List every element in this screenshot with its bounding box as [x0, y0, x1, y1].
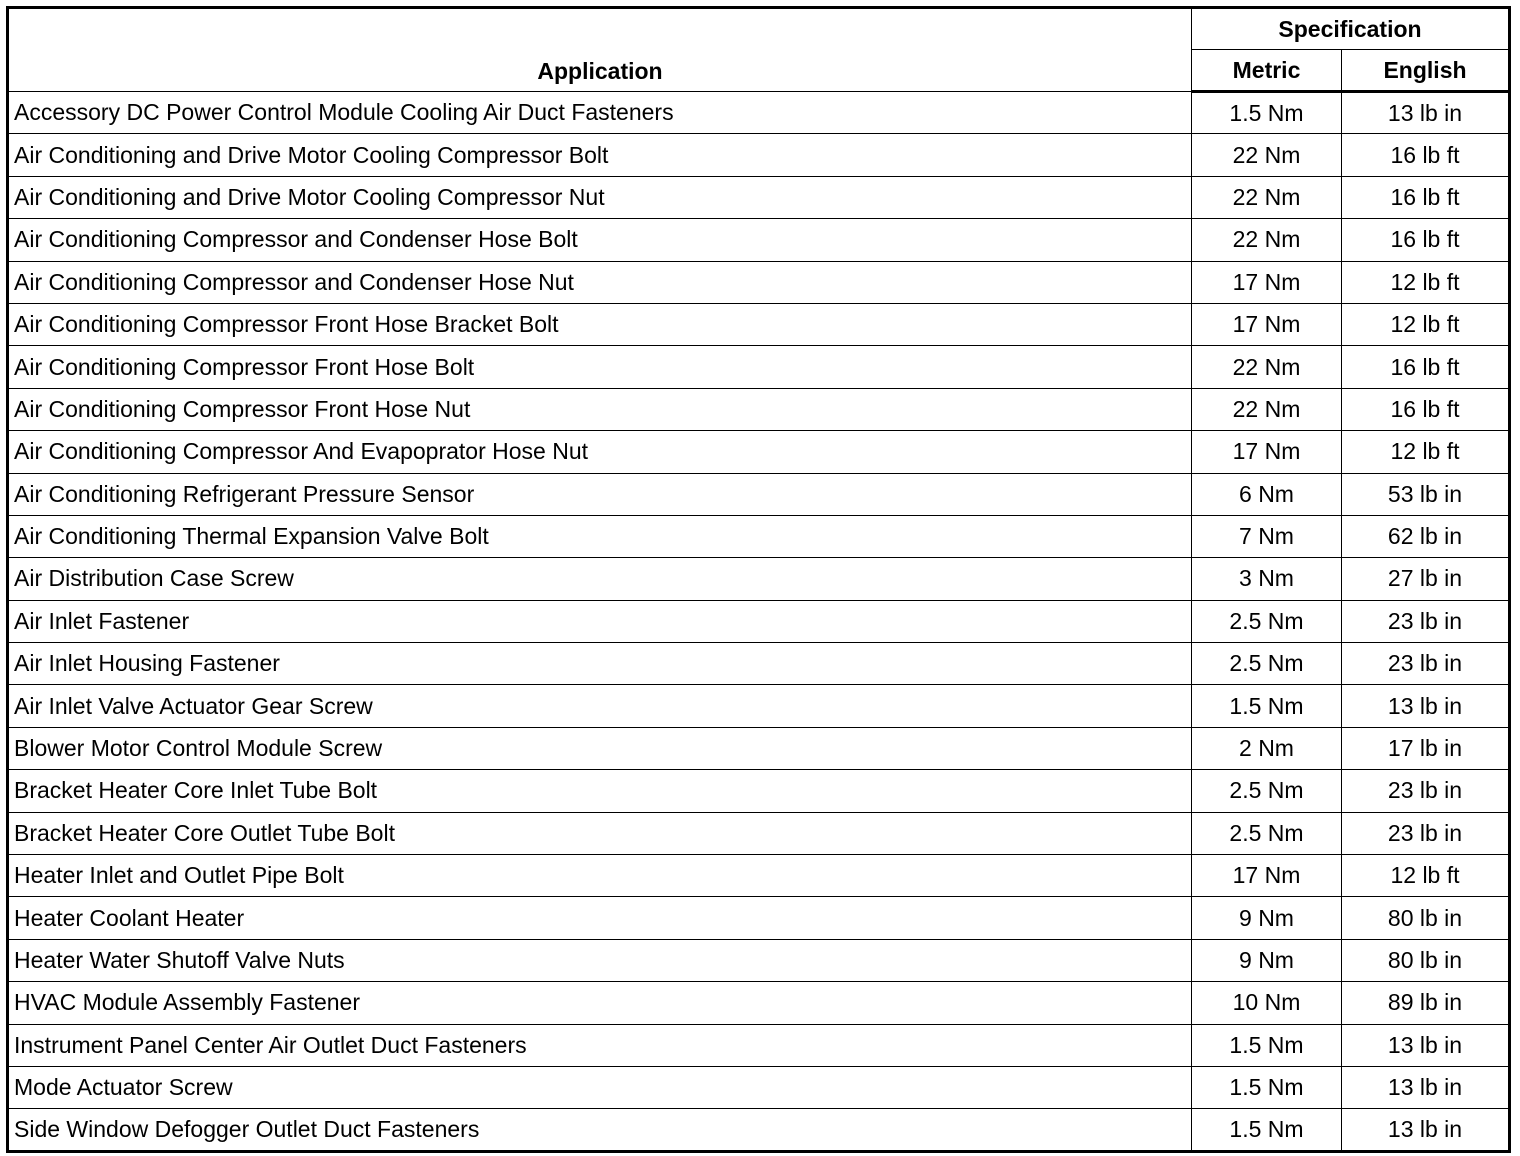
application-cell: Air Distribution Case Screw	[8, 558, 1192, 600]
english-cell: 12 lb ft	[1342, 855, 1510, 897]
table-row	[8, 1066, 1510, 1108]
metric-cell: 22 Nm	[1192, 134, 1342, 176]
metric-cell: 9 Nm	[1192, 939, 1342, 981]
english-cell: 80 lb in	[1342, 939, 1510, 981]
application-cell: Air Inlet Valve Actuator Gear Screw	[8, 685, 1192, 727]
table-row	[8, 643, 1510, 685]
metric-cell: 2.5 Nm	[1192, 812, 1342, 854]
metric-cell: 1.5 Nm	[1192, 685, 1342, 727]
table-row	[8, 515, 1510, 557]
table-row	[8, 176, 1510, 218]
torque-spec-table	[6, 6, 1511, 1153]
table-row	[8, 303, 1510, 345]
table-row	[8, 812, 1510, 854]
english-cell: 27 lb in	[1342, 558, 1510, 600]
metric-cell: 22 Nm	[1192, 346, 1342, 388]
metric-cell: 17 Nm	[1192, 303, 1342, 345]
table-row	[8, 685, 1510, 727]
application-cell: Air Conditioning Compressor Front Hose Bracket Bolt	[8, 303, 1192, 345]
table-row	[8, 134, 1510, 176]
specification-header: Specification	[1192, 8, 1510, 50]
metric-cell: 17 Nm	[1192, 431, 1342, 473]
english-cell: 13 lb in	[1342, 1024, 1510, 1066]
metric-cell: 3 Nm	[1192, 558, 1342, 600]
table-row	[8, 346, 1510, 388]
table-row	[8, 219, 1510, 261]
application-cell: HVAC Module Assembly Fastener	[8, 982, 1192, 1024]
table-row	[8, 897, 1510, 939]
application-cell: Air Conditioning Compressor and Condenser Hose Bolt	[8, 219, 1192, 261]
english-cell: 17 lb in	[1342, 727, 1510, 769]
english-cell: 13 lb in	[1342, 1109, 1510, 1151]
table-row	[8, 1109, 1510, 1151]
metric-cell: 22 Nm	[1192, 388, 1342, 430]
metric-header: Metric	[1192, 50, 1342, 92]
metric-cell: 1.5 Nm	[1192, 1024, 1342, 1066]
metric-cell: 22 Nm	[1192, 219, 1342, 261]
application-cell: Blower Motor Control Module Screw	[8, 727, 1192, 769]
english-cell: 13 lb in	[1342, 685, 1510, 727]
application-cell: Instrument Panel Center Air Outlet Duct Fasteners	[8, 1024, 1192, 1066]
table-row	[8, 939, 1510, 981]
english-cell: 12 lb ft	[1342, 261, 1510, 303]
english-cell: 62 lb in	[1342, 515, 1510, 557]
application-cell: Heater Water Shutoff Valve Nuts	[8, 939, 1192, 981]
english-cell: 53 lb in	[1342, 473, 1510, 515]
english-cell: 12 lb ft	[1342, 303, 1510, 345]
english-cell: 16 lb ft	[1342, 176, 1510, 218]
application-header: Application	[8, 8, 1192, 92]
english-cell: 16 lb ft	[1342, 346, 1510, 388]
english-cell: 16 lb ft	[1342, 134, 1510, 176]
application-cell: Air Inlet Fastener	[8, 600, 1192, 642]
application-cell: Heater Coolant Heater	[8, 897, 1192, 939]
table-row	[8, 727, 1510, 769]
application-cell: Accessory DC Power Control Module Cooling Air Duct Fasteners	[8, 92, 1192, 134]
english-cell: 80 lb in	[1342, 897, 1510, 939]
english-header: English	[1342, 50, 1510, 92]
english-cell: 13 lb in	[1342, 92, 1510, 134]
application-cell: Air Conditioning Compressor Front Hose Nut	[8, 388, 1192, 430]
metric-cell: 1.5 Nm	[1192, 92, 1342, 134]
application-cell: Bracket Heater Core Inlet Tube Bolt	[8, 770, 1192, 812]
english-cell: 23 lb in	[1342, 770, 1510, 812]
table-row	[8, 388, 1510, 430]
metric-cell: 6 Nm	[1192, 473, 1342, 515]
table-row	[8, 1024, 1510, 1066]
metric-cell: 17 Nm	[1192, 855, 1342, 897]
table-body	[8, 92, 1510, 1152]
application-cell: Air Conditioning Compressor and Condenser Hose Nut	[8, 261, 1192, 303]
table-row	[8, 473, 1510, 515]
metric-cell: 2 Nm	[1192, 727, 1342, 769]
application-cell: Air Inlet Housing Fastener	[8, 643, 1192, 685]
application-cell: Side Window Defogger Outlet Duct Fasteners	[8, 1109, 1192, 1151]
table-row	[8, 600, 1510, 642]
english-cell: 23 lb in	[1342, 643, 1510, 685]
metric-cell: 1.5 Nm	[1192, 1109, 1342, 1151]
table-row	[8, 431, 1510, 473]
application-cell: Bracket Heater Core Outlet Tube Bolt	[8, 812, 1192, 854]
application-cell: Air Conditioning Refrigerant Pressure Sensor	[8, 473, 1192, 515]
application-cell: Heater Inlet and Outlet Pipe Bolt	[8, 855, 1192, 897]
metric-cell: 1.5 Nm	[1192, 1066, 1342, 1108]
english-cell: 12 lb ft	[1342, 431, 1510, 473]
table-row	[8, 855, 1510, 897]
metric-cell: 17 Nm	[1192, 261, 1342, 303]
table-row	[8, 261, 1510, 303]
english-cell: 16 lb ft	[1342, 388, 1510, 430]
metric-cell: 2.5 Nm	[1192, 600, 1342, 642]
english-cell: 13 lb in	[1342, 1066, 1510, 1108]
metric-cell: 7 Nm	[1192, 515, 1342, 557]
metric-cell: 2.5 Nm	[1192, 643, 1342, 685]
application-cell: Air Conditioning and Drive Motor Cooling Compressor Nut	[8, 176, 1192, 218]
metric-cell: 10 Nm	[1192, 982, 1342, 1024]
table-row	[8, 92, 1510, 134]
table-row	[8, 770, 1510, 812]
table-row	[8, 982, 1510, 1024]
application-cell: Mode Actuator Screw	[8, 1066, 1192, 1108]
application-cell: Air Conditioning Compressor And Evapoprator Hose Nut	[8, 431, 1192, 473]
metric-cell: 2.5 Nm	[1192, 770, 1342, 812]
application-cell: Air Conditioning Compressor Front Hose Bolt	[8, 346, 1192, 388]
metric-cell: 22 Nm	[1192, 176, 1342, 218]
metric-cell: 9 Nm	[1192, 897, 1342, 939]
english-cell: 23 lb in	[1342, 600, 1510, 642]
english-cell: 16 lb ft	[1342, 219, 1510, 261]
header-row-1	[8, 8, 1510, 50]
english-cell: 23 lb in	[1342, 812, 1510, 854]
application-cell: Air Conditioning Thermal Expansion Valve Bolt	[8, 515, 1192, 557]
application-cell: Air Conditioning and Drive Motor Cooling Compressor Bolt	[8, 134, 1192, 176]
english-cell: 89 lb in	[1342, 982, 1510, 1024]
table-row	[8, 558, 1510, 600]
